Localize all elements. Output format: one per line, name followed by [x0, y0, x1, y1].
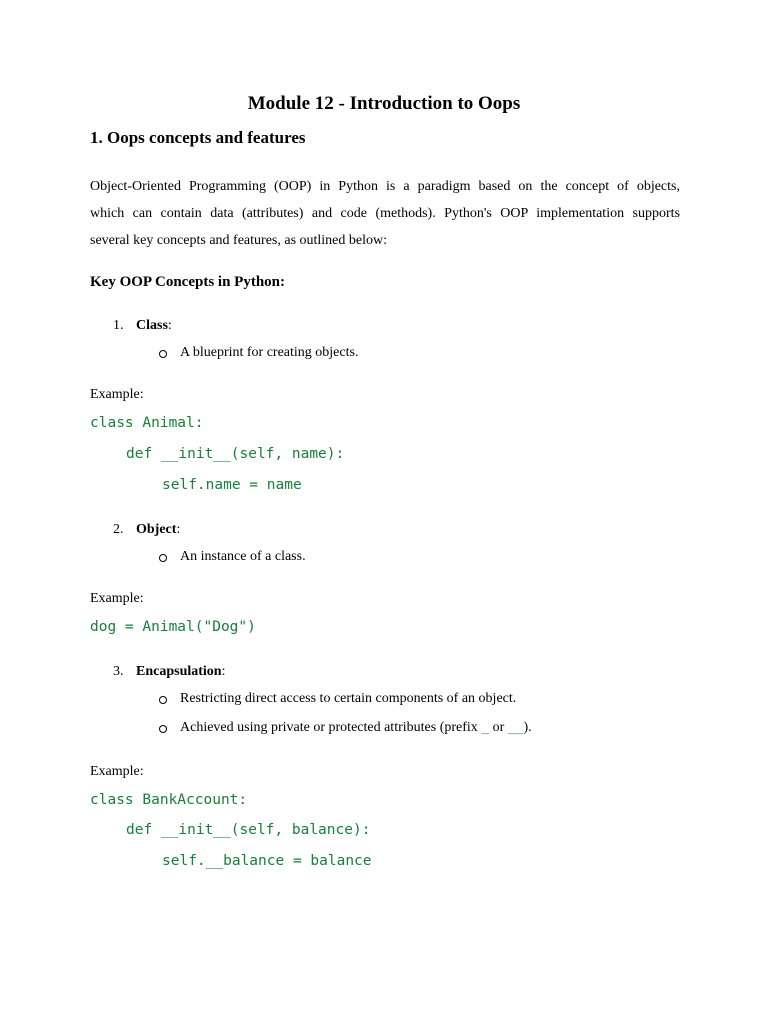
list-number: 2. [113, 522, 124, 537]
bullet-text: ). [523, 720, 532, 735]
intro-paragraph [90, 173, 680, 254]
bullet-text: A blueprint for creating objects. [180, 345, 359, 360]
example-label: Example: [90, 764, 144, 779]
intro-line: several key concepts and features, as outlined below: [90, 233, 388, 248]
code-line: dog = Animal("Dog") [90, 619, 256, 635]
bullet-text: or [492, 720, 505, 735]
code-line: class Animal: [90, 415, 204, 431]
bullet-text-with-code [180, 720, 532, 736]
code-line: class BankAccount: [90, 792, 248, 808]
concept-encapsulation-title [136, 664, 225, 680]
inline-code: _ [481, 720, 490, 735]
hollow-bullet-icon [159, 554, 167, 562]
bullet-text: An instance of a class. [180, 549, 306, 564]
concept-suffix: : [176, 522, 181, 537]
section-heading: 1. Oops concepts and features [90, 128, 306, 147]
example-label: Example: [90, 591, 144, 606]
code-line: self.name = name [162, 477, 302, 493]
concept-suffix: : [221, 664, 226, 679]
list-number: 1. [113, 318, 124, 333]
concept-name: Class [136, 318, 168, 333]
example-label: Example: [90, 387, 144, 402]
hollow-bullet-icon [159, 725, 167, 733]
hollow-bullet-icon [159, 696, 167, 704]
inline-code: __ [507, 720, 524, 735]
concept-object-title [136, 522, 180, 538]
intro-line: which can contain data (attributes) and code (methods). Python's OOP implementation supports [90, 206, 680, 221]
bullet-text: Achieved using private or protected attributes (prefix [180, 720, 478, 735]
code-line: def __init__(self, name): [126, 446, 345, 462]
concepts-subheading: Key OOP Concepts in Python: [90, 274, 286, 290]
concept-class-title [136, 318, 172, 334]
hollow-bullet-icon [159, 350, 167, 358]
document-title: Module 12 - Introduction to Oops [247, 93, 521, 114]
concept-name: Object [136, 522, 177, 537]
code-line: self.__balance = balance [162, 853, 372, 869]
bullet-text: Restricting direct access to certain components of an object. [180, 691, 517, 706]
intro-line: Object-Oriented Programming (OOP) in Python is a paradigm based on the concept of objects, [90, 179, 680, 194]
code-line: def __init__(self, balance): [126, 822, 371, 838]
concept-name: Encapsulation [136, 664, 222, 679]
list-number: 3. [113, 664, 124, 679]
concept-suffix: : [167, 318, 172, 333]
